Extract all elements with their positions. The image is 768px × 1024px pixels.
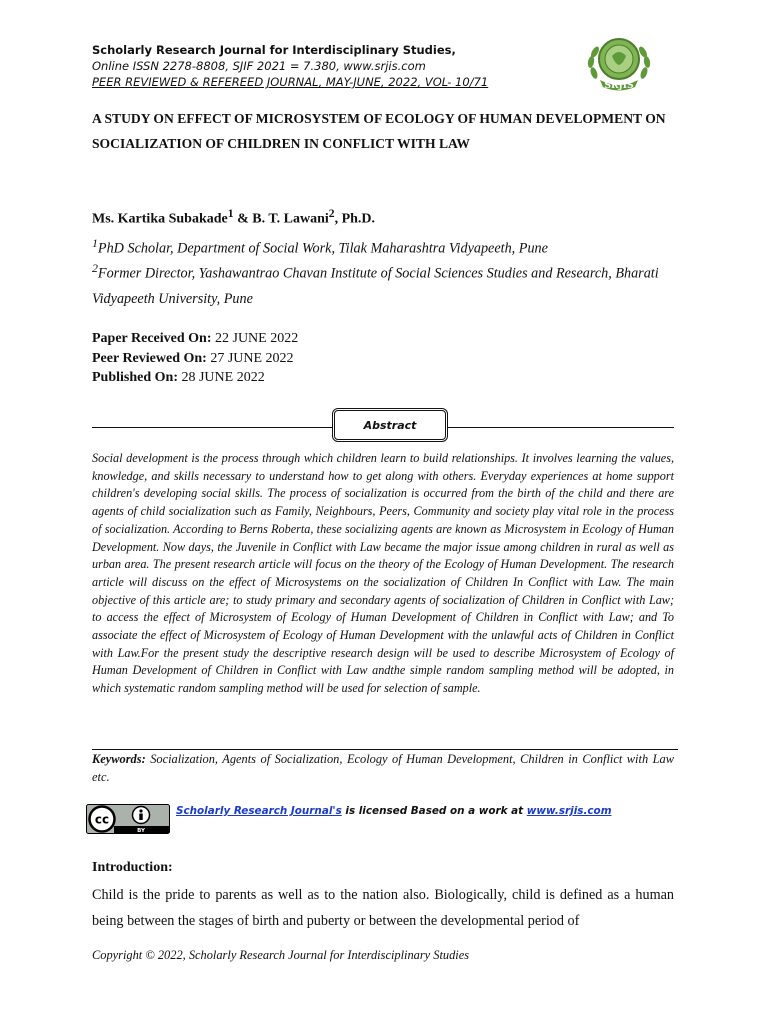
cc-by-license-icon[interactable] [86, 804, 170, 834]
paper-dates [92, 329, 492, 388]
license-middle-text: is licensed Based on a work at [341, 805, 527, 817]
published-date [92, 368, 492, 388]
affiliation-2-sup: 2 [92, 261, 98, 275]
by-label: BY [137, 828, 145, 834]
affiliation-2 [92, 256, 692, 312]
author-2-sup: 2 [328, 207, 335, 220]
affiliation-1-sup: 1 [92, 236, 98, 250]
authors-line [92, 207, 692, 228]
srjis-url-link[interactable]: www.srjis.com [526, 805, 612, 817]
abstract-label: Abstract [363, 418, 417, 432]
published-value: 28 JUNE 2022 [177, 370, 265, 386]
journal-license-link[interactable]: Scholarly Research Journal's [176, 805, 342, 817]
srjis-logo [582, 30, 656, 96]
abstract-bottom-rule [92, 749, 678, 750]
published-label: Published On: [92, 370, 178, 386]
author-1: Ms. Kartika Subakade [92, 211, 228, 227]
received-value: 22 JUNE 2022 [211, 331, 299, 346]
paper-title: A STUDY ON EFFECT OF MICROSYSTEM OF ECOLOGY OF HUMAN DEVELOPMENT ON SOCIALIZATION OF CHILDREN IN CONFLICT WITH LAW [92, 111, 666, 151]
reviewed-date [92, 349, 492, 369]
journal-name: Scholarly Research Journal for Interdisciplinary Studies, [92, 43, 456, 57]
keywords [92, 751, 674, 786]
received-date [92, 329, 492, 349]
keywords-text: Socialization, Agents of Socialization, Ecology of Human Development, Children in Conflict with Law etc. [92, 752, 674, 784]
affiliation-1-text: PhD Scholar, Department of Social Work, Tilak Maharashtra Vidyapeeth, Pune [97, 240, 548, 257]
journal-peer-line: PEER REVIEWED & REFEREED JOURNAL, MAY-JUNE, 2022, VOL- 10/71 [92, 75, 489, 89]
author-separator: & [233, 211, 253, 227]
reviewed-label: Peer Reviewed On: [92, 350, 207, 366]
received-label: Paper Received On: [92, 331, 212, 346]
reviewed-value: 27 JUNE 2022 [206, 350, 294, 366]
abstract-label-box [332, 408, 448, 442]
keywords-label: Keywords: [92, 752, 146, 766]
abstract-text: Social development is the process through which children learn to build relationships. It involves learning the values, knowledge, and skills necessary to understand how to get along with others. Everyday experiences at home support children's developing social skills. The process of socialization is occurred from the birth of the child and there are agents of child socialization such as Family, Neighbours, Peers, Community and society play vital role in the process of socialization. According to Berns Roberta, these socializing agents are known as Microsystem in Ecology of Human Development. Now days, the Juvenile in Conflict with Law became the major issue among children in rural as well as urban area. The present research article will focus on the theory of the Ecology of Human Development. The research article will discuss on the effect of Microsystems on the socialization of Children In Conflict with Law. The main objective of this article are; to study primary and secondary agents of socialization of Children in Conflict with Law; to access the effect of Microsystem of Ecology of Human Development of Children in Conflict with Law; and To associate the effect of Microsystem of Ecology of Human Development with the unlawful acts of Children in Conflict with Law.For the present study the descriptive research design will be used to describe Microsystem of Ecology of Human Development of Children in Conflict with Law andthe simple random sampling method will be adopted, in which systematic random sampling method will be used for selection of sample. [92, 451, 674, 696]
license-line [176, 805, 676, 817]
journal-issn-line: Online ISSN 2278-8808, SJIF 2021 = 7.380, www.srjis.com [92, 59, 426, 73]
cc-label: cc [94, 812, 110, 827]
author-2: B. T. Lawani [252, 211, 329, 227]
author-1-sup: 1 [227, 207, 234, 220]
journal-header [92, 42, 572, 90]
author-suffix: , Ph.D. [334, 211, 376, 227]
affiliation-2-text: Former Director, Yashawantrao Chavan Institute of Social Sciences Studies and Research, Bharati Vidyapeeth University, Pune [92, 265, 659, 307]
introduction-heading: Introduction: [92, 860, 173, 875]
logo-text: SRJIS [604, 81, 634, 91]
copyright-footer: Copyright © 2022, Scholarly Research Journal for Interdisciplinary Studies [92, 948, 470, 962]
introduction-text: Child is the pride to parents as well as to the nation also. Biologically, child is defined as a human being between the stages of birth and puberty or between the developmental period of [92, 887, 674, 929]
